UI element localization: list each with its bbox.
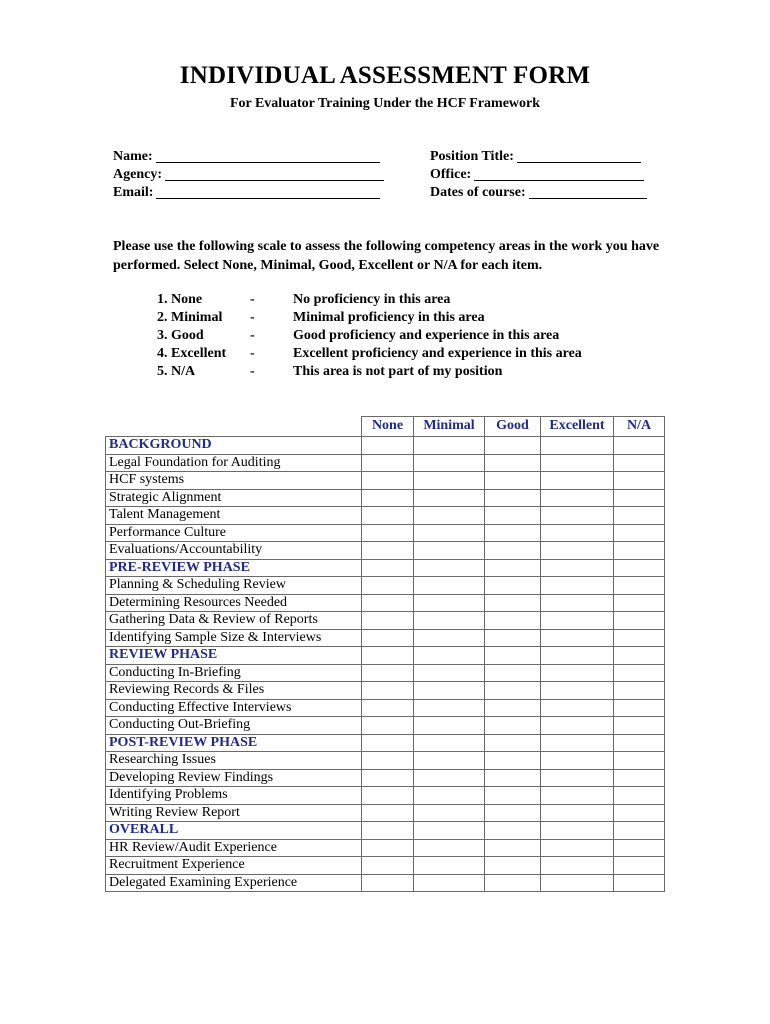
rating-cell-good[interactable] [485, 769, 541, 787]
scale-row [157, 363, 582, 381]
rating-cell-none[interactable] [362, 804, 414, 822]
section-heading: REVIEW PHASE [106, 647, 362, 665]
rating-cell-minimal[interactable] [414, 682, 485, 700]
rating-cell-excellent[interactable] [541, 787, 614, 805]
rating-cell-none[interactable] [362, 839, 414, 857]
rating-cell-good[interactable] [485, 822, 541, 840]
table-header-row [106, 417, 665, 437]
email-label: Email: [113, 185, 154, 200]
rating-cell-minimal[interactable] [414, 769, 485, 787]
rating-cell-na[interactable] [614, 839, 665, 857]
table-row [106, 682, 665, 700]
rating-cell-good[interactable] [485, 664, 541, 682]
section-heading: BACKGROUND [106, 437, 362, 455]
rating-cell-good[interactable] [485, 472, 541, 490]
scale-row [157, 309, 582, 327]
rating-cell-na[interactable] [614, 559, 665, 577]
section-heading: PRE-REVIEW PHASE [106, 559, 362, 577]
table-row [106, 454, 665, 472]
scale-dash: - [250, 328, 255, 343]
rating-cell-minimal[interactable] [414, 734, 485, 752]
section-heading: POST-REVIEW PHASE [106, 734, 362, 752]
competency-label: Delegated Examining Experience [106, 874, 362, 892]
rating-cell-good[interactable] [485, 699, 541, 717]
scale-row [157, 291, 582, 309]
scale-description: Excellent proficiency and experience in this area [293, 346, 582, 361]
office-label: Office: [430, 167, 472, 182]
rating-cell-na[interactable] [614, 472, 665, 490]
competency-label: Researching Issues [106, 752, 362, 770]
rating-cell-na[interactable] [614, 664, 665, 682]
rating-cell-na[interactable] [614, 857, 665, 875]
competency-label: Writing Review Report [106, 804, 362, 822]
rating-cell-na[interactable] [614, 507, 665, 525]
rating-cell-excellent[interactable] [541, 839, 614, 857]
rating-cell-minimal[interactable] [414, 664, 485, 682]
table-row [106, 629, 665, 647]
competency-label: Talent Management [106, 507, 362, 525]
rating-cell-none[interactable] [362, 874, 414, 892]
scale-dash: - [250, 292, 255, 307]
table-row [106, 804, 665, 822]
rating-cell-excellent[interactable] [541, 804, 614, 822]
rating-cell-na[interactable] [614, 752, 665, 770]
section-heading-row [106, 437, 665, 455]
office-field[interactable] [430, 166, 647, 184]
rating-cell-na[interactable] [614, 594, 665, 612]
table-row [106, 769, 665, 787]
competency-label: Performance Culture [106, 524, 362, 542]
rating-cell-minimal[interactable] [414, 489, 485, 507]
position-info-fields [430, 148, 647, 202]
rating-cell-minimal[interactable] [414, 629, 485, 647]
rating-cell-minimal[interactable] [414, 874, 485, 892]
competency-label: Reviewing Records & Files [106, 682, 362, 700]
scale-description: Minimal proficiency in this area [293, 310, 485, 325]
rating-cell-excellent[interactable] [541, 682, 614, 700]
form-subtitle: For Evaluator Training Under the HCF Framework [229, 96, 541, 111]
scale-dash: - [250, 346, 255, 361]
scale-description: Good proficiency and experience in this area [293, 328, 560, 343]
rating-cell-none[interactable] [362, 682, 414, 700]
rating-cell-minimal[interactable] [414, 542, 485, 560]
table-row [106, 612, 665, 630]
rating-cell-none[interactable] [362, 752, 414, 770]
competency-label: Determining Resources Needed [106, 594, 362, 612]
name-blank[interactable] [156, 148, 380, 163]
rating-cell-excellent[interactable] [541, 769, 614, 787]
rating-cell-minimal[interactable] [414, 472, 485, 490]
rating-cell-minimal[interactable] [414, 454, 485, 472]
rating-cell-none[interactable] [362, 524, 414, 542]
section-heading-row [106, 647, 665, 665]
rating-cell-excellent[interactable] [541, 489, 614, 507]
agency-blank[interactable] [165, 166, 384, 181]
rating-cell-excellent[interactable] [541, 559, 614, 577]
rating-cell-good[interactable] [485, 647, 541, 665]
competency-label: Recruitment Experience [106, 857, 362, 875]
dates-of-course-field[interactable] [430, 184, 647, 202]
rating-cell-na[interactable] [614, 699, 665, 717]
table-row [106, 699, 665, 717]
name-label: Name: [113, 149, 153, 164]
table-row [106, 542, 665, 560]
rating-cell-minimal[interactable] [414, 507, 485, 525]
table-row [106, 472, 665, 490]
rating-cell-none[interactable] [362, 507, 414, 525]
rating-cell-excellent[interactable] [541, 612, 614, 630]
scale-level: 5. N/A [157, 364, 196, 379]
rating-cell-good[interactable] [485, 804, 541, 822]
rating-cell-minimal[interactable] [414, 437, 485, 455]
competency-label: Conducting Out-Briefing [106, 717, 362, 735]
rating-cell-none[interactable] [362, 787, 414, 805]
rating-cell-none[interactable] [362, 559, 414, 577]
position-title-field[interactable] [430, 148, 647, 166]
rating-cell-excellent[interactable] [541, 752, 614, 770]
competency-label: Evaluations/Accountability [106, 542, 362, 560]
table-row [106, 577, 665, 595]
scale-description: This area is not part of my position [293, 364, 503, 379]
scale-level: 3. Good [157, 328, 204, 343]
scale-row [157, 345, 582, 363]
column-header-minimal: Minimal [414, 417, 485, 437]
rating-cell-excellent[interactable] [541, 454, 614, 472]
rating-cell-good[interactable] [485, 857, 541, 875]
section-heading: OVERALL [106, 822, 362, 840]
rating-cell-none[interactable] [362, 454, 414, 472]
rating-cell-none[interactable] [362, 857, 414, 875]
rating-cell-excellent[interactable] [541, 734, 614, 752]
rating-cell-excellent[interactable] [541, 524, 614, 542]
rating-cell-none[interactable] [362, 472, 414, 490]
rating-cell-good[interactable] [485, 734, 541, 752]
rating-cell-none[interactable] [362, 734, 414, 752]
rating-cell-na[interactable] [614, 542, 665, 560]
competency-label: HR Review/Audit Experience [106, 839, 362, 857]
rating-cell-excellent[interactable] [541, 664, 614, 682]
table-row [106, 874, 665, 892]
competency-label: Conducting In-Briefing [106, 664, 362, 682]
rating-cell-na[interactable] [614, 489, 665, 507]
table-row [106, 752, 665, 770]
column-header-none: None [362, 417, 414, 437]
rating-cell-none[interactable] [362, 612, 414, 630]
rating-cell-none[interactable] [362, 577, 414, 595]
rating-cell-minimal[interactable] [414, 839, 485, 857]
rating-cell-good[interactable] [485, 577, 541, 595]
rating-cell-na[interactable] [614, 822, 665, 840]
section-heading-row [106, 822, 665, 840]
position-title-label: Position Title: [430, 149, 514, 164]
column-header-good: Good [485, 417, 541, 437]
rating-cell-minimal[interactable] [414, 804, 485, 822]
rating-cell-none[interactable] [362, 629, 414, 647]
rating-cell-minimal[interactable] [414, 717, 485, 735]
scale-level: 2. Minimal [157, 310, 223, 325]
rating-cell-na[interactable] [614, 647, 665, 665]
rating-cell-na[interactable] [614, 769, 665, 787]
table-row [106, 717, 665, 735]
scale-dash: - [250, 364, 255, 379]
competency-label: Strategic Alignment [106, 489, 362, 507]
rating-cell-na[interactable] [614, 612, 665, 630]
rating-cell-none[interactable] [362, 699, 414, 717]
rating-cell-minimal[interactable] [414, 647, 485, 665]
table-row [106, 507, 665, 525]
rating-cell-excellent[interactable] [541, 717, 614, 735]
column-header-excellent: Excellent [541, 417, 614, 437]
rating-cell-good[interactable] [485, 559, 541, 577]
rating-cell-none[interactable] [362, 594, 414, 612]
rating-cell-minimal[interactable] [414, 524, 485, 542]
competency-label: Identifying Sample Size & Interviews [106, 629, 362, 647]
competency-label: Conducting Effective Interviews [106, 699, 362, 717]
header-blank [106, 417, 362, 437]
rating-cell-na[interactable] [614, 804, 665, 822]
rating-cell-minimal[interactable] [414, 822, 485, 840]
rating-cell-excellent[interactable] [541, 647, 614, 665]
competency-label: Identifying Problems [106, 787, 362, 805]
position-title-blank[interactable] [517, 148, 641, 163]
table-row [106, 857, 665, 875]
assessment-table [105, 416, 665, 892]
rating-cell-minimal[interactable] [414, 787, 485, 805]
scale-description: No proficiency in this area [293, 292, 451, 307]
rating-cell-excellent[interactable] [541, 542, 614, 560]
rating-cell-excellent[interactable] [541, 874, 614, 892]
competency-label: Legal Foundation for Auditing [106, 454, 362, 472]
rating-cell-na[interactable] [614, 734, 665, 752]
rating-cell-excellent[interactable] [541, 437, 614, 455]
rating-cell-excellent[interactable] [541, 472, 614, 490]
rating-cell-good[interactable] [485, 839, 541, 857]
table-row [106, 664, 665, 682]
rating-cell-minimal[interactable] [414, 612, 485, 630]
rating-cell-minimal[interactable] [414, 699, 485, 717]
instructions-text: Please use the following scale to assess the following competency areas in the work you have performed. Select None, Minimal, Good, Excellent or N/A for each item. [113, 239, 660, 273]
section-heading-row [106, 734, 665, 752]
rating-cell-na[interactable] [614, 629, 665, 647]
rating-cell-na[interactable] [614, 874, 665, 892]
office-blank[interactable] [474, 166, 644, 181]
rating-cell-good[interactable] [485, 787, 541, 805]
rating-cell-none[interactable] [362, 769, 414, 787]
rating-scale [157, 291, 582, 381]
scale-row [157, 327, 582, 345]
name-field[interactable] [113, 148, 384, 166]
rating-cell-na[interactable] [614, 717, 665, 735]
rating-cell-good[interactable] [485, 682, 541, 700]
agency-field[interactable] [113, 166, 384, 184]
rating-cell-good[interactable] [485, 454, 541, 472]
rating-cell-good[interactable] [485, 752, 541, 770]
rating-cell-good[interactable] [485, 489, 541, 507]
agency-label: Agency: [113, 167, 162, 182]
column-header-na: N/A [614, 417, 665, 437]
dates-of-course-label: Dates of course: [430, 185, 526, 200]
rating-cell-excellent[interactable] [541, 699, 614, 717]
scale-level: 1. None [157, 292, 203, 307]
competency-label: Developing Review Findings [106, 769, 362, 787]
dates-of-course-blank[interactable] [529, 184, 647, 199]
rating-cell-excellent[interactable] [541, 594, 614, 612]
rating-cell-minimal[interactable] [414, 857, 485, 875]
rating-cell-good[interactable] [485, 629, 541, 647]
scale-level: 4. Excellent [157, 346, 227, 361]
rating-cell-excellent[interactable] [541, 507, 614, 525]
competency-label: Gathering Data & Review of Reports [106, 612, 362, 630]
rating-cell-good[interactable] [485, 717, 541, 735]
rating-cell-good[interactable] [485, 542, 541, 560]
rating-cell-none[interactable] [362, 822, 414, 840]
rating-cell-excellent[interactable] [541, 822, 614, 840]
rating-cell-minimal[interactable] [414, 594, 485, 612]
competency-label: HCF systems [106, 472, 362, 490]
table-row [106, 489, 665, 507]
rating-cell-na[interactable] [614, 437, 665, 455]
personal-info-fields [113, 148, 384, 202]
rating-cell-good[interactable] [485, 612, 541, 630]
rating-cell-na[interactable] [614, 524, 665, 542]
competency-label: Planning & Scheduling Review [106, 577, 362, 595]
rating-cell-none[interactable] [362, 664, 414, 682]
rating-cell-excellent[interactable] [541, 577, 614, 595]
rating-cell-none[interactable] [362, 542, 414, 560]
rating-cell-good[interactable] [485, 874, 541, 892]
rating-cell-minimal[interactable] [414, 752, 485, 770]
section-heading-row [106, 559, 665, 577]
rating-cell-minimal[interactable] [414, 559, 485, 577]
table-row [106, 594, 665, 612]
rating-cell-none[interactable] [362, 437, 414, 455]
rating-cell-none[interactable] [362, 489, 414, 507]
email-field[interactable] [113, 184, 384, 202]
rating-cell-excellent[interactable] [541, 629, 614, 647]
table-row [106, 787, 665, 805]
rating-cell-none[interactable] [362, 717, 414, 735]
rating-cell-none[interactable] [362, 647, 414, 665]
rating-cell-good[interactable] [485, 594, 541, 612]
table-row [106, 524, 665, 542]
form-title: INDIVIDUAL ASSESSMENT FORM [179, 62, 591, 89]
rating-cell-good[interactable] [485, 507, 541, 525]
rating-cell-excellent[interactable] [541, 857, 614, 875]
rating-cell-na[interactable] [614, 787, 665, 805]
email-blank[interactable] [156, 184, 380, 199]
rating-cell-good[interactable] [485, 524, 541, 542]
rating-cell-na[interactable] [614, 454, 665, 472]
scale-dash: - [250, 310, 255, 325]
assessment-table-body [106, 437, 665, 892]
rating-cell-na[interactable] [614, 682, 665, 700]
table-row [106, 839, 665, 857]
rating-cell-na[interactable] [614, 577, 665, 595]
rating-cell-minimal[interactable] [414, 577, 485, 595]
rating-cell-good[interactable] [485, 437, 541, 455]
